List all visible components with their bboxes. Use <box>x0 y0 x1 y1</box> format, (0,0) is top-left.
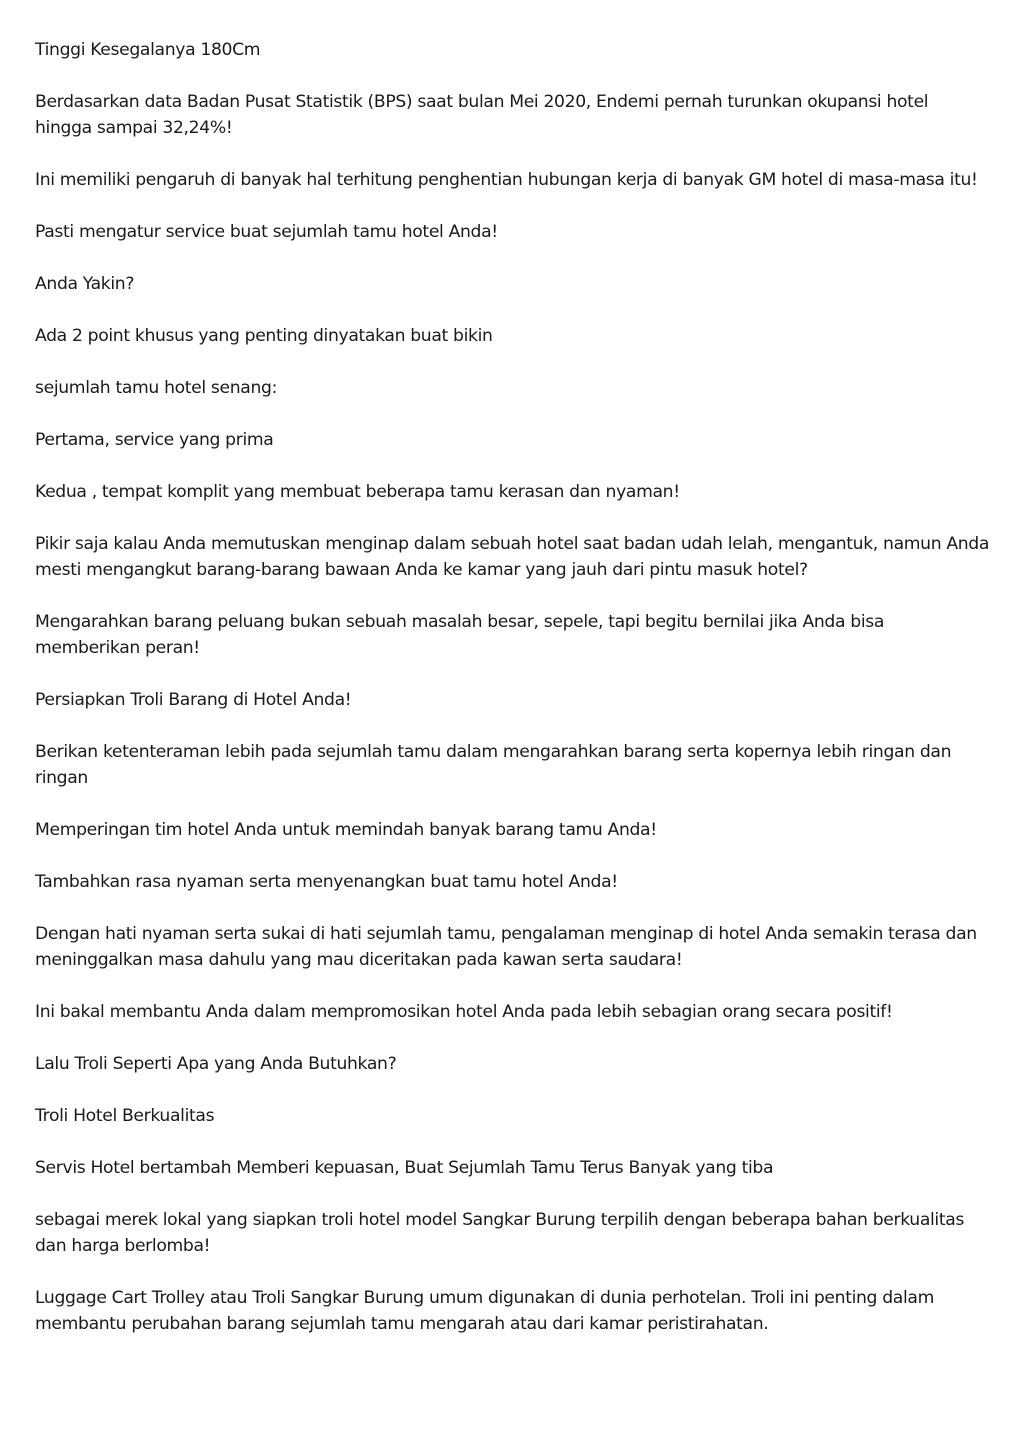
paragraph-title: Tinggi Kesegalanya 180Cm <box>35 40 261 60</box>
paragraph: Mengarahkan barang peluang bukan sebuah masalah besar, sepele, tapi begitu bernilai jika Anda bisa memberikan peran! <box>35 612 885 658</box>
paragraph: Ini memiliki pengaruh di banyak hal terhitung penghentian hubungan kerja di banyak GM hotel di masa-masa itu! <box>35 170 978 190</box>
paragraph: Servis Hotel bertambah Memberi kepuasan, Buat Sejumlah Tamu Terus Banyak yang tiba <box>35 1158 774 1178</box>
paragraph: Pasti mengatur service buat sejumlah tamu hotel Anda! <box>35 222 498 242</box>
paragraph: Anda Yakin? <box>35 274 135 294</box>
paragraph: sejumlah tamu hotel senang: <box>35 378 278 398</box>
paragraph: Luggage Cart Trolley atau Troli Sangkar Burung umum digunakan di dunia perhotelan. Troli ini penting dalam membantu perubahan barang sejumlah tamu mengarah atau dari kamar peristirahatan. <box>35 1288 934 1334</box>
paragraph: Lalu Troli Seperti Apa yang Anda Butuhkan? <box>35 1054 397 1074</box>
paragraph: Berikan ketenteraman lebih pada sejumlah tamu dalam mengarahkan barang serta kopernya lebih ringan dan ringan <box>35 742 952 788</box>
paragraph: sebagai merek lokal yang siapkan troli hotel model Sangkar Burung terpilih dengan beberapa bahan berkualitas dan harga berlomba! <box>35 1210 965 1256</box>
paragraph: Pikir saja kalau Anda memutuskan menginap dalam sebuah hotel saat badan udah lelah, mengantuk, namun Anda mesti mengangkut barang-barang bawaan Anda ke kamar yang jauh dari pintu masuk hotel? <box>35 534 990 580</box>
paragraph: Tambahkan rasa nyaman serta menyenangkan buat tamu hotel Anda! <box>35 872 618 892</box>
paragraph: Ini bakal membantu Anda dalam mempromosikan hotel Anda pada lebih sebagian orang secara positif! <box>35 1002 893 1022</box>
paragraph: Ada 2 point khusus yang penting dinyatakan buat bikin <box>35 326 493 346</box>
paragraph: Memperingan tim hotel Anda untuk memindah banyak barang tamu Anda! <box>35 820 657 840</box>
paragraph: Pertama, service yang prima <box>35 430 274 450</box>
paragraph: Berdasarkan data Badan Pusat Statistik (BPS) saat bulan Mei 2020, Endemi pernah turunkan okupansi hotel hingga sampai 32,24%! <box>35 92 929 138</box>
document-body <box>35 37 990 1337</box>
paragraph: Persiapkan Troli Barang di Hotel Anda! <box>35 690 352 710</box>
paragraph: Dengan hati nyaman serta sukai di hati sejumlah tamu, pengalaman menginap di hotel Anda semakin terasa dan meninggalkan masa dahulu yang mau diceritakan pada kawan serta saudara! <box>35 924 977 970</box>
paragraph: Troli Hotel Berkualitas <box>35 1106 215 1126</box>
paragraph: Kedua , tempat komplit yang membuat beberapa tamu kerasan dan nyaman! <box>35 482 680 502</box>
